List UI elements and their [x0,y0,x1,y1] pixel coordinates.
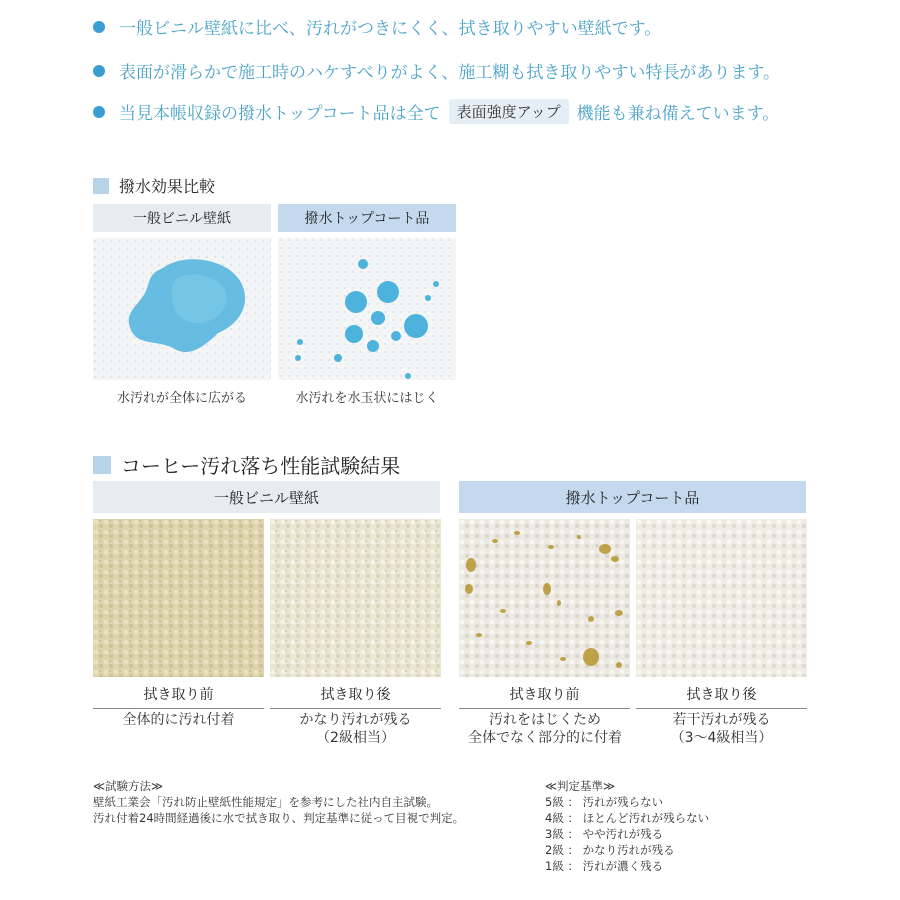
criteria-line: 4級 ： ほとんど汚れが残らない [545,811,710,825]
topcoat-after-result [636,711,807,747]
topcoat-before-image [459,519,630,677]
criteria-line: 2級 ： かなり汚れが残る [545,843,675,857]
standard-before-label: 拭き取り前 [93,684,264,709]
feature-bullet-1 [93,14,661,39]
result-line: 若干汚れが残る [672,712,771,728]
standard-after-result [270,711,441,747]
feature-bullet-2 [93,58,780,83]
standard-after-label: 拭き取り後 [270,684,441,709]
bullet-dot-icon [93,106,105,118]
water-caption-standard: 水汚れが全体に広がる [116,391,247,406]
water-spread-image [93,238,271,380]
standard-before-result [93,711,264,729]
water-section-title [93,174,215,197]
water-section-title-text: 撥水効果比較 [119,177,216,196]
result-line: 全体でなく部分的に付着 [468,730,622,746]
feature-bullet-3 [93,99,779,124]
coffee-header-topcoat: 撥水トップコート品 [459,481,806,513]
water-caption-topcoat: 水汚れを水玉状にはじく [295,391,439,406]
standard-after-image [270,519,441,677]
result-line: 全体的に汚れ付着 [122,712,235,728]
surface-strength-tag: 表面強度アップ [449,99,569,124]
criteria-line: 5級 ： 汚れが残らない [545,795,664,809]
result-line: 汚れをはじくため [489,712,601,728]
test-method-line: 汚れ付着24時間経過後に水で拭き取り、判定基準に従って目視で判定。 [93,811,465,825]
water-header-standard: 一般ビニル壁紙 [93,204,271,232]
criteria-notes [545,778,709,874]
topcoat-after-label: 拭き取り後 [636,684,807,709]
water-bead-image [278,238,456,380]
criteria-line: 1級 ： 汚れが濃く残る [545,859,664,873]
section-square-icon [93,178,109,194]
feature-text-3a: 当見本帳収録の撥水トップコート品は全て [119,104,441,124]
criteria-line: 3級 ： やや汚れが残る [545,827,664,841]
coffee-header-standard: 一般ビニル壁紙 [93,481,440,513]
standard-before-image [93,519,264,677]
feature-text-1: 一般ビニル壁紙に比べ、汚れがつきにくく、拭き取りやすい壁紙です。 [119,19,662,39]
test-method-title: ≪試験方法≫ [93,779,164,793]
bullet-dot-icon [93,21,105,33]
topcoat-before-result [455,711,635,747]
topcoat-after-image [636,519,807,677]
section-square-icon [93,456,111,474]
water-header-topcoat: 撥水トップコート品 [278,204,456,232]
bullet-dot-icon [93,65,105,77]
feature-text-2: 表面が滑らかで施工時のハケすべりがよく、施工糊も拭き取りやすい特長があります。 [119,63,780,83]
result-grade: （2級相当） [316,730,395,746]
topcoat-before-label: 拭き取り前 [459,684,630,709]
criteria-title: ≪判定基準≫ [545,779,616,793]
result-line: かなり汚れが残る [299,712,412,728]
feature-text-3b: 機能も兼ね備えています。 [576,104,780,124]
coffee-section-title [93,450,400,479]
result-grade: （3〜4級相当） [670,730,773,746]
test-method-notes [93,778,464,826]
test-method-line: 壁紙工業会「汚れ防止壁紙性能規定」を参考にした社内自主試験。 [93,795,438,809]
coffee-section-title-text: コーヒー汚れ落ち性能試験結果 [121,454,401,478]
